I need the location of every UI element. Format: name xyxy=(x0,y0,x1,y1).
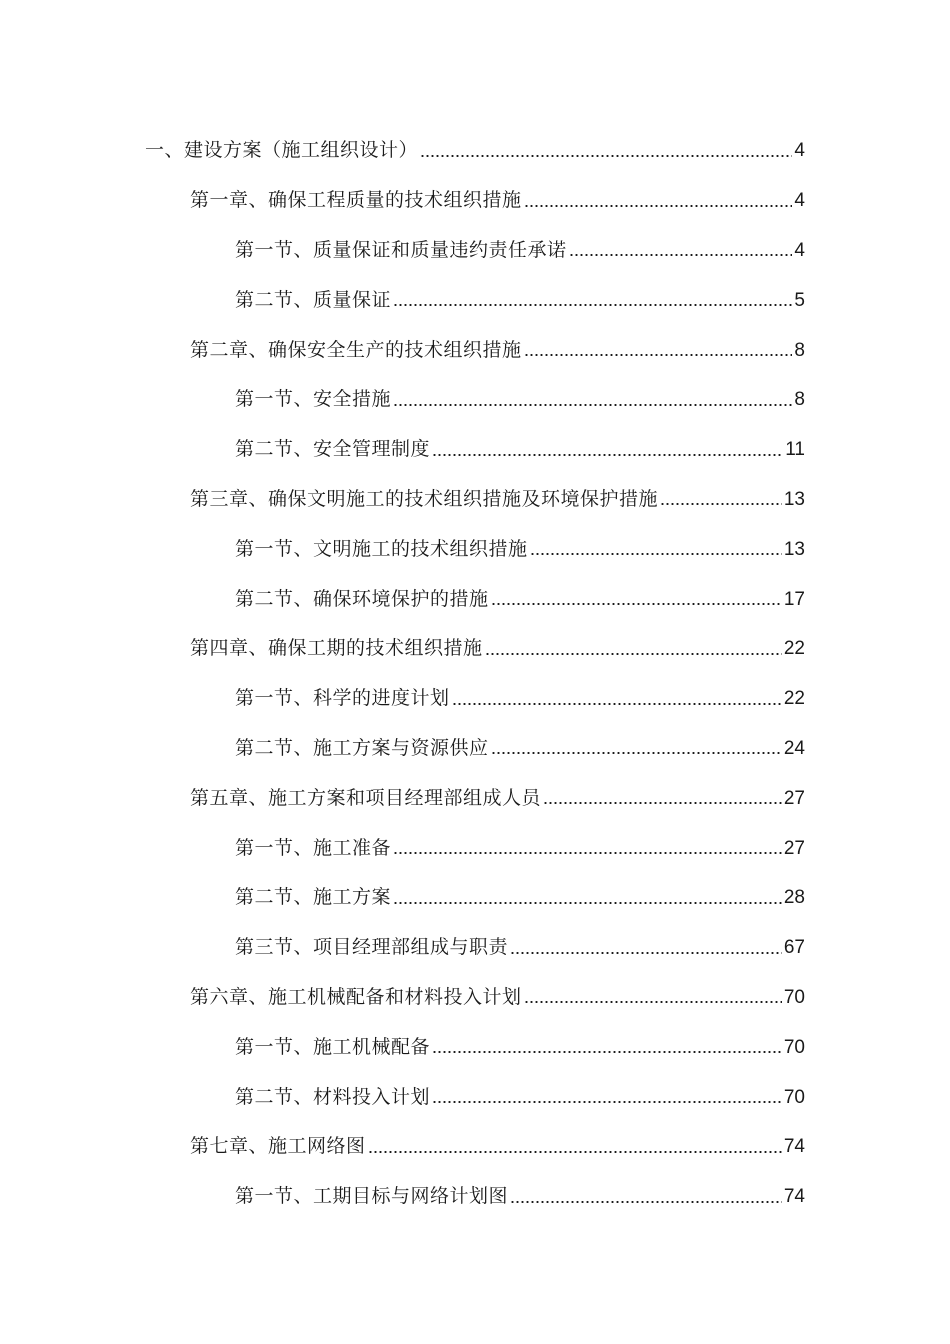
toc-page-number: 22 xyxy=(783,688,805,710)
toc-page-number: 5 xyxy=(794,289,805,311)
toc-section-entry[interactable] xyxy=(0,674,950,724)
dot-leader xyxy=(485,652,782,656)
toc-entry-title: 第一节、安全措施 xyxy=(235,388,392,411)
toc-section-entry[interactable] xyxy=(0,873,950,923)
toc-entry-title: 一、建设方案（施工组织设计） xyxy=(145,139,419,162)
toc-chapter-entry[interactable] xyxy=(0,475,950,525)
toc-section-entry[interactable] xyxy=(0,724,950,774)
table-of-contents xyxy=(0,126,950,1222)
dot-leader xyxy=(452,702,782,706)
toc-entry-title: 第二章、确保安全生产的技术组织措施 xyxy=(190,338,522,361)
toc-entry-title: 第二节、质量保证 xyxy=(235,288,392,311)
toc-entry-title: 第二节、施工方案与资源供应 xyxy=(235,736,489,759)
toc-page-number: 70 xyxy=(783,1036,805,1058)
dot-leader xyxy=(524,1000,782,1004)
toc-section-entry[interactable] xyxy=(0,425,950,475)
dot-leader xyxy=(530,552,782,556)
toc-part-entry[interactable] xyxy=(0,126,950,176)
toc-page-number: 28 xyxy=(783,887,805,909)
dot-leader xyxy=(432,1100,782,1104)
dot-leader xyxy=(368,1150,782,1154)
toc-page-number: 8 xyxy=(794,389,805,411)
toc-page-number: 70 xyxy=(783,1086,805,1108)
toc-section-entry[interactable] xyxy=(0,275,950,325)
toc-entry-title: 第二节、安全管理制度 xyxy=(235,438,431,461)
toc-page-number: 4 xyxy=(794,190,805,212)
toc-entry-title: 第一节、科学的进度计划 xyxy=(235,687,450,710)
toc-page-number: 22 xyxy=(783,638,805,660)
dot-leader xyxy=(491,751,782,755)
toc-entry-title: 第三节、项目经理部组成与职责 xyxy=(235,936,509,959)
toc-page-number: 27 xyxy=(783,837,805,859)
toc-section-entry[interactable] xyxy=(0,574,950,624)
dot-leader xyxy=(393,403,792,407)
toc-entry-title: 第二节、材料投入计划 xyxy=(235,1085,431,1108)
dot-leader xyxy=(524,204,793,208)
dot-leader xyxy=(660,502,782,506)
dot-leader xyxy=(432,453,783,457)
toc-page-number: 27 xyxy=(783,787,805,809)
dot-leader xyxy=(393,851,782,855)
toc-page-number: 8 xyxy=(794,339,805,361)
toc-page-number: 24 xyxy=(783,737,805,759)
dot-leader xyxy=(543,801,782,805)
toc-section-entry[interactable] xyxy=(0,1072,950,1122)
dot-leader xyxy=(393,303,792,307)
toc-chapter-entry[interactable] xyxy=(0,773,950,823)
toc-entry-title: 第三章、确保文明施工的技术组织措施及环境保护措施 xyxy=(190,487,659,510)
toc-section-entry[interactable] xyxy=(0,375,950,425)
toc-page-number: 13 xyxy=(783,488,805,510)
toc-entry-title: 第一节、施工机械配备 xyxy=(235,1035,431,1058)
dot-leader xyxy=(510,951,782,955)
toc-section-entry[interactable] xyxy=(0,226,950,276)
toc-chapter-entry[interactable] xyxy=(0,1122,950,1172)
toc-entry-title: 第五章、施工方案和项目经理部组成人员 xyxy=(190,786,542,809)
toc-entry-title: 第一节、质量保证和质量违约责任承诺 xyxy=(235,238,567,261)
dot-leader xyxy=(524,353,793,357)
toc-section-entry[interactable] xyxy=(0,524,950,574)
toc-page-number: 70 xyxy=(783,986,805,1008)
toc-entry-title: 第一章、确保工程质量的技术组织措施 xyxy=(190,189,522,212)
toc-page-number: 74 xyxy=(783,1136,805,1158)
toc-section-entry[interactable] xyxy=(0,1022,950,1072)
toc-section-entry[interactable] xyxy=(0,1172,950,1222)
toc-page-number: 67 xyxy=(783,937,805,959)
toc-page-number: 4 xyxy=(794,140,805,162)
toc-chapter-entry[interactable] xyxy=(0,973,950,1023)
toc-entry-title: 第一节、施工准备 xyxy=(235,836,392,859)
toc-entry-title: 第四章、确保工期的技术组织措施 xyxy=(190,637,483,660)
dot-leader xyxy=(393,901,782,905)
toc-chapter-entry[interactable] xyxy=(0,624,950,674)
toc-entry-title: 第二节、施工方案 xyxy=(235,886,392,909)
toc-entry-title: 第一节、工期目标与网络计划图 xyxy=(235,1185,509,1208)
dot-leader xyxy=(569,253,793,257)
dot-leader xyxy=(491,602,782,606)
dot-leader xyxy=(432,1050,782,1054)
toc-page-number: 74 xyxy=(783,1186,805,1208)
toc-page-number: 13 xyxy=(783,538,805,560)
toc-entry-title: 第二节、确保环境保护的措施 xyxy=(235,587,489,610)
toc-page-number: 4 xyxy=(794,239,805,261)
toc-entry-title: 第一节、文明施工的技术组织措施 xyxy=(235,537,528,560)
dot-leader xyxy=(510,1200,782,1204)
toc-entry-title: 第六章、施工机械配备和材料投入计划 xyxy=(190,985,522,1008)
toc-section-entry[interactable] xyxy=(0,923,950,973)
dot-leader xyxy=(420,154,792,158)
toc-chapter-entry[interactable] xyxy=(0,325,950,375)
toc-page-number: 17 xyxy=(783,588,805,610)
toc-section-entry[interactable] xyxy=(0,823,950,873)
toc-chapter-entry[interactable] xyxy=(0,176,950,226)
toc-entry-title: 第七章、施工网络图 xyxy=(190,1135,366,1158)
toc-page-number: 11 xyxy=(785,439,805,461)
